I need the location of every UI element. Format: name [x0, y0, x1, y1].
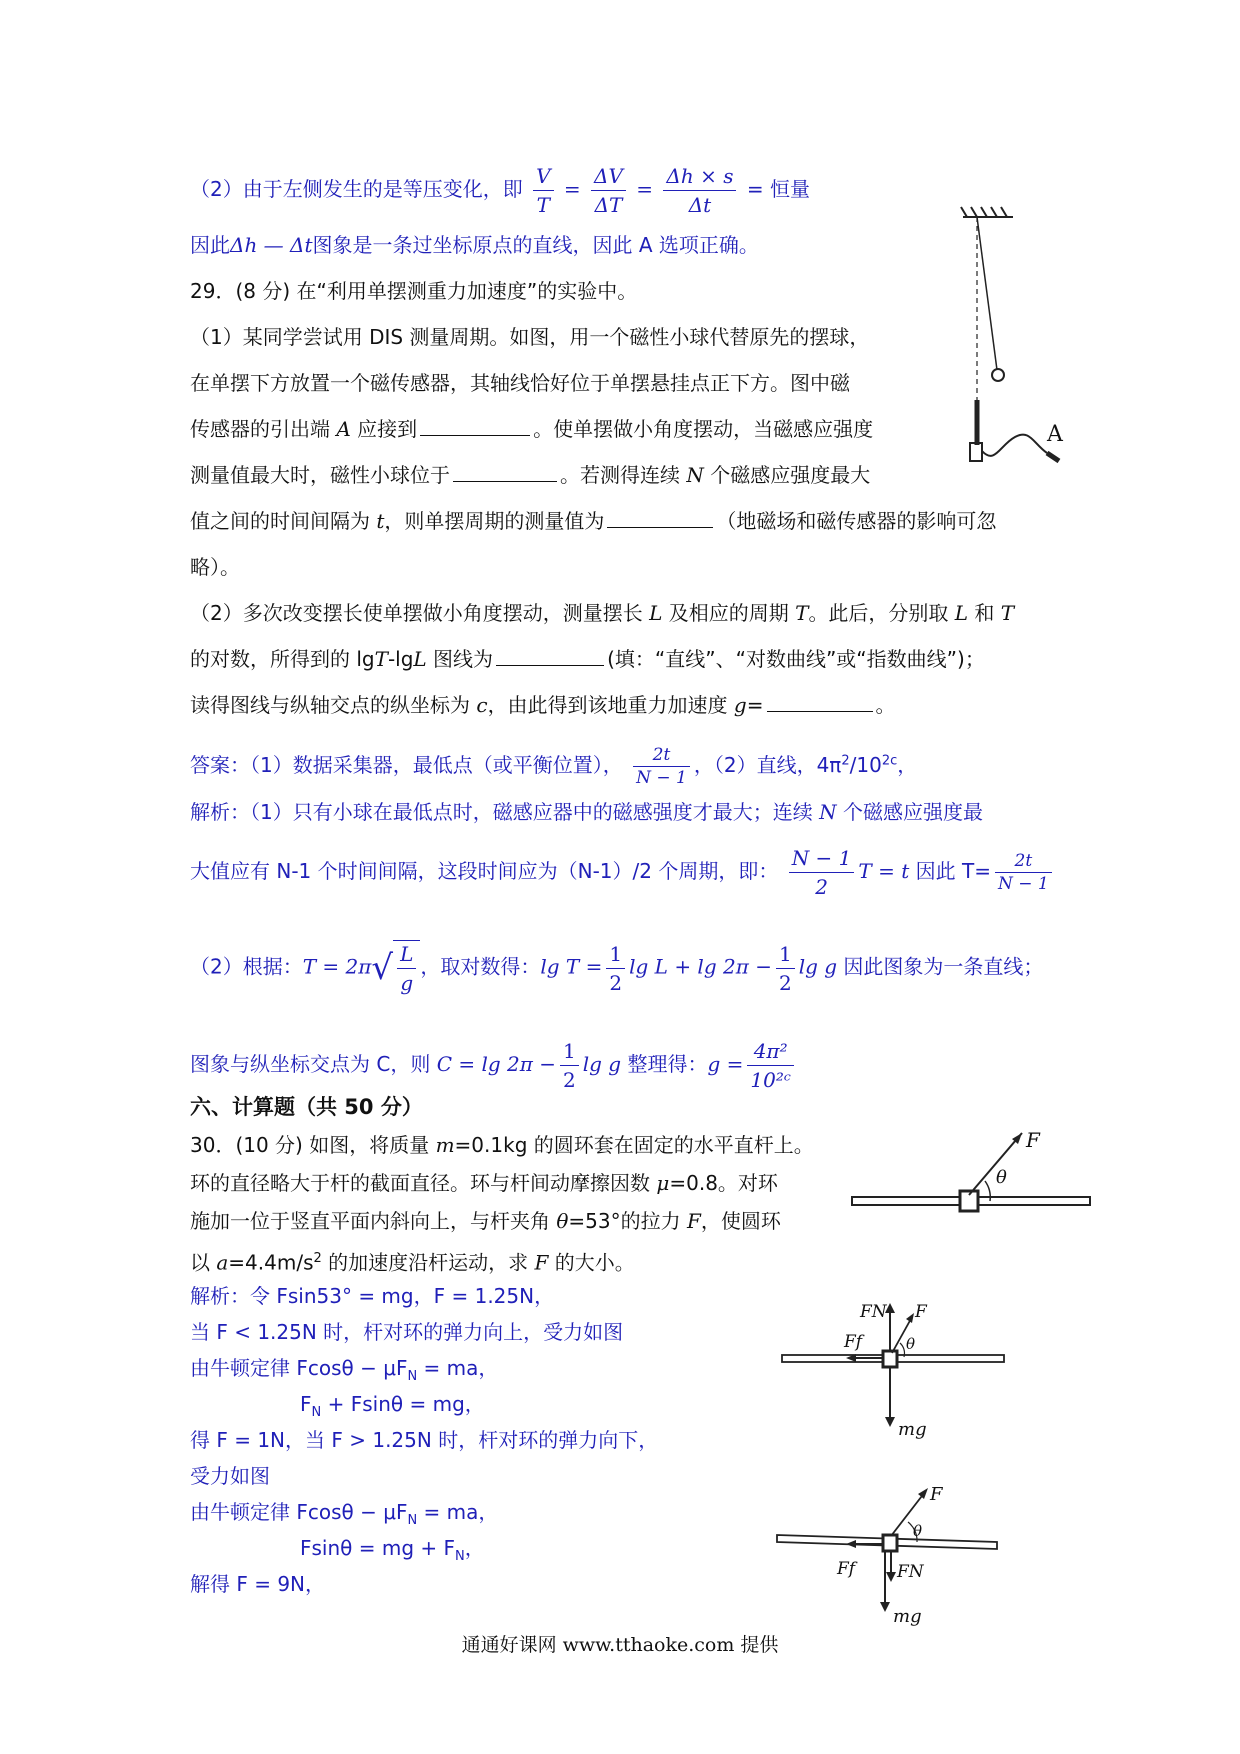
frac-num: 4π²	[747, 1038, 794, 1066]
text: /10	[849, 753, 882, 777]
text: 值之间的时间间隔为	[190, 509, 377, 533]
var: m	[435, 1133, 455, 1157]
text: 。使单摆做小角度摆动，当磁感应强度	[533, 417, 874, 441]
text: （2）根据：	[190, 954, 303, 979]
force-diagram-1	[780, 1295, 1010, 1445]
q29-line2: 在单摆下方放置一个磁传感器，其轴线恰好位于单摆悬挂点正下方。图中磁	[190, 371, 850, 395]
eq: T = 2π	[302, 954, 372, 979]
text: 及相应的周期	[662, 601, 796, 625]
text: 大值应有 N-1 个时间间隔，这段时间应为（N-1）/2 个周期，即：	[190, 859, 779, 883]
eq: C = lg 2π −	[436, 1052, 557, 1076]
var: A	[336, 417, 351, 441]
ans29-line3	[190, 845, 1056, 900]
text: 的加速度沿杆运动，求	[321, 1250, 535, 1275]
q30-line3	[190, 1206, 781, 1236]
sup: 2	[841, 753, 850, 769]
page-footer: 通通好课网 www.tthaoke.com 提供	[461, 1634, 779, 1656]
var: c	[476, 693, 488, 717]
frac-num: Δh × s	[663, 163, 736, 191]
ans29-line1	[190, 745, 917, 788]
var: L	[649, 601, 663, 625]
text: 的大小。	[548, 1250, 635, 1275]
text: 个磁感应强度最	[836, 800, 983, 824]
theta-label: θ	[996, 1167, 1007, 1188]
text: 。	[875, 693, 896, 717]
q30-line1	[190, 1130, 814, 1160]
text: -lg	[387, 647, 414, 671]
text: = ma，	[417, 1356, 499, 1380]
f-label: F	[930, 1484, 943, 1505]
text: 应接到	[350, 417, 418, 441]
var: θ	[556, 1209, 569, 1233]
q29-line7	[190, 598, 1014, 628]
ans29-line4	[190, 940, 1043, 996]
var: μ	[656, 1171, 670, 1195]
text: Fsinθ = mg + F	[300, 1536, 456, 1560]
answer-blank-1	[420, 415, 530, 436]
eq: lg T =	[540, 954, 603, 979]
var: g	[733, 693, 747, 717]
f-label: F	[915, 1302, 927, 1322]
fraction-n-minus-1-over-2	[789, 845, 855, 900]
text: 由牛顿定律 Fcosθ − μF	[190, 1500, 408, 1524]
text: 整理得：	[621, 1052, 708, 1076]
text: ，由此得到该地重力加速度	[487, 693, 734, 717]
text: =	[746, 693, 764, 717]
frac-den: 2	[815, 875, 828, 899]
sub: N	[311, 1405, 322, 1420]
eq: T = t	[858, 859, 910, 883]
eq: lg g	[582, 1052, 622, 1076]
text: 图线为	[426, 647, 494, 671]
text: （2）多次改变摆长使单摆做小角度摆动，测量摆长	[190, 601, 650, 625]
sub: N	[407, 1513, 418, 1528]
answer-blank-2	[453, 461, 557, 482]
sec28-p2: （2）由于左侧发生的是等压变化，即 $\frac{V}{T}$ = $\frac{\Delta V}{\Delta T}$ = $\frac{\Delta h \times s}{\Delta t}$ = 恒量	[190, 164, 810, 217]
text: =53°的拉力	[568, 1209, 687, 1233]
frac-num: 1	[776, 941, 795, 969]
q29-line6: 略）。	[190, 555, 240, 579]
sec28-p2-suffix: = 恒量	[746, 177, 810, 201]
q30-sol-8	[300, 1533, 485, 1572]
frac-num: N − 1	[789, 845, 855, 873]
ring-rod-figure	[850, 1125, 1095, 1235]
text: 由牛顿定律 Fcosθ − μF	[190, 1356, 408, 1380]
text: =4.4m/s	[228, 1250, 314, 1275]
q30-line2	[190, 1168, 778, 1198]
frac-num: L	[397, 941, 416, 969]
sub: N	[407, 1369, 418, 1384]
q30-sol-6: 受力如图	[190, 1464, 270, 1488]
text: 图象与纵坐标交点为 C，则	[190, 1052, 437, 1076]
var: t	[376, 509, 385, 533]
q29-line1: （1）某同学尝试用 DIS 测量周期。如图，用一个磁性小球代替原先的摆球，	[190, 325, 870, 349]
fn-label: FN	[897, 1562, 924, 1582]
frac-num: 1	[606, 941, 625, 969]
force-f-label: F	[1026, 1128, 1040, 1152]
text: ，	[897, 753, 918, 777]
text: ，使圆环	[700, 1209, 781, 1233]
frac-den: N − 1	[997, 874, 1049, 894]
text: ，取对数得：	[420, 954, 541, 979]
fraction-half	[560, 1038, 579, 1093]
sub: N	[455, 1549, 465, 1564]
text: 读得图线与纵轴交点的纵坐标为	[190, 693, 477, 717]
frac-den: 10²ᶜ	[750, 1068, 791, 1092]
fraction-answer-period	[633, 745, 690, 788]
text: (填：“直线”、“对数曲线”或“指数曲线”)；	[607, 647, 985, 671]
q30-sol-2: 当 F < 1.25N 时，杆对环的弹力向上，受力如图	[190, 1320, 624, 1344]
pendulum-figure	[955, 205, 1085, 475]
var: T	[795, 601, 809, 625]
text: 。此后，分别取	[808, 601, 955, 625]
var: T	[374, 647, 388, 671]
frac-num: V	[533, 163, 553, 191]
q29-line4	[190, 460, 870, 490]
var: L	[413, 647, 427, 671]
q29-line3	[190, 414, 873, 444]
frac-num: 2t	[633, 745, 690, 767]
text: 测量值最大时，磁性小球位于	[190, 463, 450, 487]
text: 环的直径略大于杆的截面直径。环与杆间动摩擦因数	[190, 1171, 657, 1195]
text: 因此 T=	[909, 859, 991, 883]
text: ，（2）直线，4π	[693, 753, 842, 777]
frac-den: Δt	[688, 193, 712, 217]
q30-sol-7	[190, 1497, 498, 1536]
q29-title: 29．(8 分) 在“利用单摆测重力加速度”的实验中。	[190, 279, 638, 303]
theta-label: θ	[913, 1522, 923, 1540]
ans29-line5	[190, 1038, 798, 1093]
frac-den: g	[400, 971, 414, 995]
q30-sol-3	[190, 1353, 498, 1392]
var: N	[686, 463, 704, 487]
conclusion-graph: Δh — Δt	[230, 233, 313, 257]
text: 因此图象为一条直线；	[837, 954, 1044, 979]
sqrt-l-over-g: √ $\frac{L}{g}$	[371, 940, 420, 996]
mg-label: mg	[898, 1419, 927, 1440]
frac-num: 1	[560, 1038, 579, 1066]
fraction-v-over-t	[533, 163, 553, 218]
text: 的对数，所得到的 lg	[190, 647, 375, 671]
q29-line5	[190, 506, 996, 536]
eq: g =	[707, 1052, 744, 1076]
text: 30．(10 分) 如图，将质量	[190, 1133, 436, 1157]
ff-label: Ff	[837, 1559, 856, 1579]
theta-label: θ	[906, 1335, 916, 1353]
text: 施加一位于竖直平面内斜向上，与杆夹角	[190, 1209, 557, 1233]
frac-den: 2	[778, 970, 792, 995]
fraction-g-result	[747, 1038, 794, 1093]
eq: lg g	[798, 954, 838, 979]
sup: 2c	[881, 753, 898, 769]
text: （地磁场和磁传感器的影响可忽	[716, 509, 997, 533]
fraction-half	[606, 941, 625, 996]
ans29-line2	[190, 797, 983, 827]
frac-den: 2	[609, 970, 623, 995]
force-diagram-2	[775, 1480, 1005, 1630]
q30-sol-4	[300, 1389, 485, 1428]
q30-sol-9: 解得 F = 9N，	[190, 1572, 326, 1596]
ff-label: Ff	[844, 1332, 863, 1352]
text: + Fsinθ = mg，	[321, 1392, 485, 1416]
pendulum-label-a: A	[1047, 422, 1063, 447]
text: F	[300, 1392, 312, 1416]
var: L	[954, 601, 969, 625]
frac-den: N − 1	[636, 768, 687, 788]
answer-blank-5	[767, 691, 873, 712]
text: =0.8。对环	[669, 1171, 778, 1195]
frac-den: 2	[563, 1068, 576, 1092]
var: T	[1000, 601, 1015, 625]
var: a	[216, 1250, 229, 1275]
fraction-dv-over-dt	[591, 163, 626, 218]
frac-den: T	[536, 193, 550, 217]
fraction-half	[776, 941, 795, 996]
text: 传感器的引出端	[190, 417, 337, 441]
mg-label: mg	[893, 1606, 922, 1627]
text: ，则单摆周期的测量值为	[384, 509, 605, 533]
frac-den: ΔT	[594, 193, 623, 217]
text: 。若测得连续	[560, 463, 687, 487]
text: 解析：（1）只有小球在最低点时，磁感应器中的磁感强度才最大；连续	[190, 800, 820, 824]
conclusion-text: 因此	[190, 233, 230, 257]
var: F	[686, 1209, 701, 1233]
q29-line8	[190, 644, 985, 674]
section-heading: 六、计算题（共 50 分）	[190, 1095, 423, 1119]
var: N	[819, 800, 837, 824]
q30-line4	[190, 1244, 635, 1278]
text: =0.1kg 的圆环套在固定的水平直杆上。	[454, 1133, 814, 1157]
text: 个磁感应强度最大	[703, 463, 871, 487]
q29-line9	[190, 690, 896, 720]
sec28-conclusion	[190, 230, 759, 260]
sup: 2	[313, 1251, 322, 1266]
text: 和	[968, 601, 1001, 625]
conclusion-text-b: 图象是一条过坐标原点的直线，因此 A 选项正确。	[312, 233, 759, 257]
var: F	[534, 1250, 549, 1275]
text: ，	[464, 1536, 485, 1560]
eq: lg L + lg 2π −	[629, 954, 772, 979]
fraction-dh-s-over-dt	[663, 163, 736, 218]
sec28-p2-prefix: （2）由于左侧发生的是等压变化，即	[190, 177, 523, 201]
fn-label: FN	[860, 1302, 887, 1322]
answer-blank-4	[496, 645, 604, 666]
q30-sol-1: 解析：令 Fsin53° = mg，F = 1.25N，	[190, 1284, 555, 1308]
text: 以	[190, 1250, 217, 1275]
text: = ma，	[417, 1500, 499, 1524]
answer-blank-3	[607, 507, 713, 528]
frac-num: 2t	[995, 851, 1052, 873]
frac-num: ΔV	[591, 163, 626, 191]
text: 答案：（1）数据采集器，最低点（或平衡位置），	[190, 753, 623, 777]
fraction-2t-over-n-minus-1	[995, 851, 1052, 894]
q30-sol-5: 得 F = 1N，当 F > 1.25N 时，杆对环的弹力向下，	[190, 1428, 659, 1452]
